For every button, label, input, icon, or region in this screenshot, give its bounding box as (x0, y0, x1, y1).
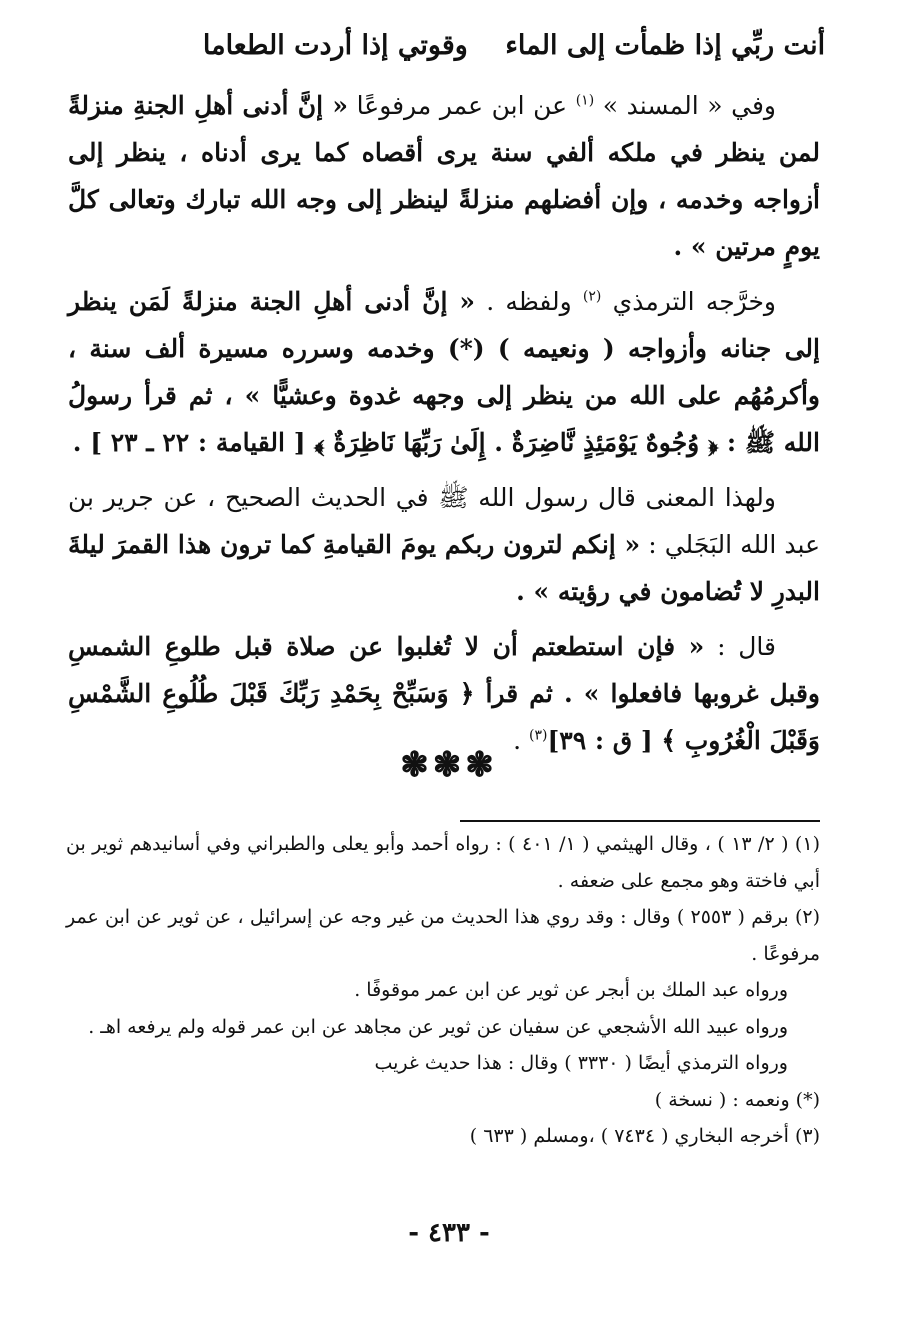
footnote-2-continued: ورواه عبيد الله الأشجعي عن سفيان عن ثوير عن مجاهد عن ابن عمر قوله ولم يرفعه اهـ . (88, 1015, 788, 1038)
section-separator: ❃❃❃ (400, 745, 498, 785)
footnote-divider (460, 820, 820, 822)
footnote-star: (*) ونعمه : ( نسخة ) (654, 1088, 820, 1111)
hadith-quote: « فإن استطعتم أن لا تُغلبوا عن صلاة قبل طلوعِ الشمسِ وقبل غروبها فافعلوا » . ثم قرأ ﴿ وَسَبِّحْ بِحَمْدِ رَبِّكَ قَبْلَ طُلُوعِ الشَّمْسِ وَقَبْلَ الْغُرُوبِ ﴾ [ ق : ٣٩] (68, 632, 820, 755)
page-number: - ٤٣٣ - (408, 1218, 490, 1248)
footnote-ref-2: (٢) (582, 288, 602, 305)
footnote-1: (١) ( ٢/ ١٣ ) ، وقال الهيثمي ( ١/ ٤٠١ ) : رواه أحمد وأبو يعلى والطبراني وفي أسانيدهم ثوير بن أبي فاختة وهو مجمع على ضعفه . (66, 833, 820, 892)
paragraph-lead: وفي « المسند » (602, 91, 777, 120)
footnote-2: (٢) برقم ( ٢٥٥٣ ) وقال : وقد روي هذا الحديث من غير وجه عن إسرائيل ، عن ثوير عن ابن عمر مرفوعًا . (66, 906, 820, 965)
paragraph-lead: قال : (717, 632, 777, 661)
poem-hemistich-2: وقوتي إذا أردت الطعاما (202, 30, 468, 61)
hadith-quote: « إنَّ أدنى أهلِ الجنةِ منزلةً لمن ينظر في ملكه ألفي سنة يرى أقصاه كما يرى أدناه ، ينظر إلى أزواجه وخدمه ، وإن أفضلهم منزلةً لينظر إلى وجه الله تبارك وتعالى كلَّ يومٍ مرتين » . (68, 91, 820, 261)
poem-verse (200, 30, 828, 61)
paragraph-tail: . (513, 726, 522, 755)
main-text (68, 82, 820, 772)
hadith-quote: « إنَّ أدنى أهلِ الجنة منزلةً لَمَن ينظر إلى جنانه وأزواجه ( ونعيمه ) (*) وخدمه وسرره مسيرة ألف سنة ، وأكرمُهُم على الله من ينظر إلى وجهه غدوة وعشيًّا » ، ثم قرأ رسولُ الله ﷺ : ﴿ وُجُوهٌ يَوْمَئِذٍ نَّاضِرَةٌ . إِلَىٰ رَبِّهَا نَاظِرَةٌ ﴾ [ القيامة : ٢٢ ـ ٢٣ ] . (68, 287, 820, 457)
poem-hemistich-1: أنت ربِّي إذا ظمأت إلى الماء (505, 30, 826, 61)
hadith-quote: « إنكم لترون ربكم يومَ القيامةِ كما ترون هذا القمرَ ليلةَ البدرِ لا تُضامون في رؤيته » . (68, 530, 820, 606)
paragraph-mid: عن ابن عمر مرفوعًا (356, 91, 568, 120)
paragraph-musnad (68, 82, 820, 270)
paragraph-prayer (68, 623, 820, 764)
footnote-ref-1: (١) (575, 92, 595, 109)
footnote-3: (٣) أخرجه البخاري ( ٧٤٣٤ ) ،ومسلم ( ٦٣٣ ) (469, 1125, 820, 1147)
paragraph-lead: ولهذا المعنى قال رسول الله ﷺ في الحديث الصحيح ، عن جرير بن عبد الله البَجَلي : (68, 483, 821, 559)
footnote-2-continued: ورواه عبد الملك بن أبجر عن ثوير عن ابن عمر موقوفًا . (354, 979, 788, 1001)
paragraph-tirmidhi (68, 278, 820, 466)
footnote-2-continued: ورواه الترمذي أيضًا ( ٣٣٣٠ ) وقال : هذا حديث غريب (374, 1052, 788, 1074)
paragraph-lead: وخرَّجه الترمذي (612, 287, 777, 316)
paragraph-jarir (68, 474, 820, 615)
footnote-ref-3: (٣) (528, 727, 548, 744)
paragraph-mid: ولفظه . (486, 287, 572, 316)
footnotes (66, 826, 820, 1155)
